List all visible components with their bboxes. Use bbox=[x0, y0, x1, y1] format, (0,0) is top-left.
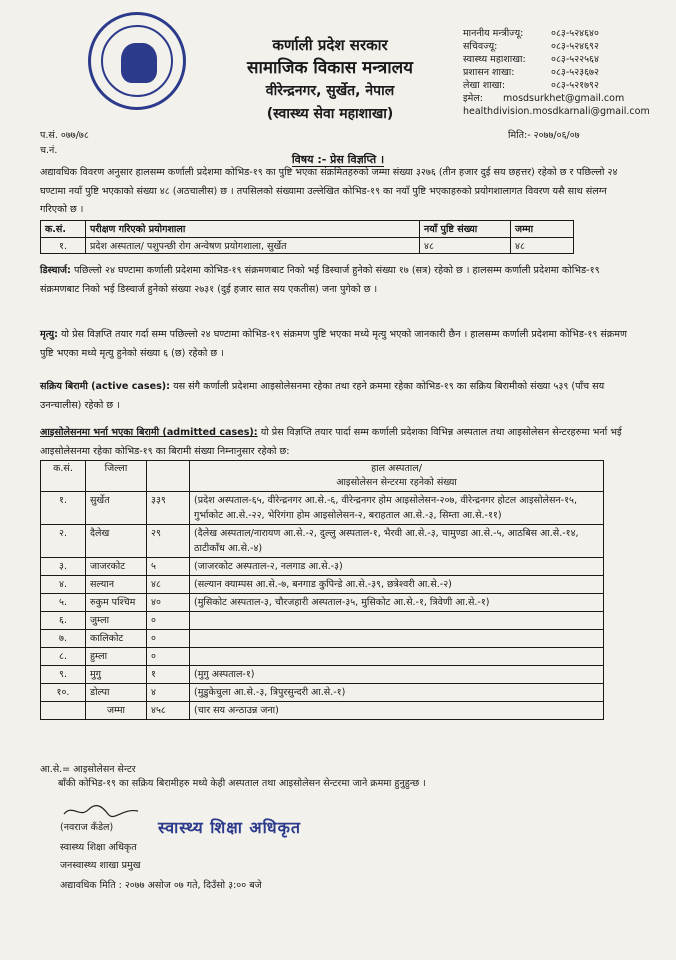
table-row: ९. मुगु १ (मुगु अस्पताल-१) bbox=[41, 666, 604, 684]
intro-paragraph: अद्यावधिक विवरण अनुसार हालसम्म कर्णाली प्रदेशमा कोभिड-१९ का पुष्टि भएका संक्रमितहरुको जम्मा संख्या ३२७६ (तीन हजार दुई सय छहत्तर) रहेको छ र पछिल्लो २४ घण्टामा नयाँ पुष्टि भएकाको संख्या ४८ (अठचालीस) छ । तपसिलको संख्यामा उल्लेखित कोभिड-१९ का नयाँ पुष्टि भएकाहरुको प्रयोगशालागत विवरण यसै साथ संलग्न गरिएको छ । bbox=[40, 167, 618, 215]
death-paragraph: मृत्यु: यो प्रेस विज्ञप्ति तयार गर्दा सम्म पछिल्लो २४ घण्टामा कोभिड-१९ संक्रमण पुष्टि भएका मध्ये मृत्यु भएको जानकारी छैन । हालसम्म कर्णाली प्रदेशमा कोभिड-१९ संक्रमण पुष्टि भएका मध्ये मृत्यु हुनेको संख्या ६ (छ) रहेको छ । bbox=[40, 329, 627, 359]
patra-sankhya: प.सं. ०७७/७८ bbox=[40, 130, 89, 141]
district-table bbox=[40, 460, 604, 720]
admitted-cases-paragraph: आइसोलेसनमा भर्ना भएका बिरामी (admitted cases): यो प्रेस विज्ञप्ति तयार पार्दा सम्म कर्णाली प्रदेशका विभिन्न अस्पताल तथा आइसोलेसन सेन्टरहरुमा भर्ना भई आइसोलेसनमा रहेका कोभिड-१९ का बिरामी संख्या निम्नानुसार रहेको छ: bbox=[40, 427, 622, 457]
table-row: ६. जुम्ला ० bbox=[41, 612, 604, 630]
table-header-row: क.सं. जिल्ला हाल अस्पताल/ आइसोलेसन सेन्टरमा रहनेको संख्या bbox=[41, 461, 604, 492]
table-row: १०. डोल्पा ४ (मुडुकेचुला आ.से.-३, त्रिपुरसुन्दरी आ.से.-१) bbox=[41, 684, 604, 702]
discharge-paragraph: डिस्चार्ज: पछिल्लो २४ घण्टामा कर्णाली प्रदेशमा कोभिड-१९ संक्रमणबाट निको भई डिस्चार्ज हुनेको संख्या १७ (सत्र) रहेको छ । हालसम्म कर्णाली प्रदेशमा कोभिड-१९ संक्रमणबाट निको भई डिस्चार्ज हुनेको संख्या २७३१ (दुई हजार सात सय एकतीस) जना पुगेको छ । bbox=[40, 265, 600, 295]
org-line-1: कर्णाली प्रदेश सरकार bbox=[272, 36, 388, 54]
subject-line: विषय :- प्रेस विज्ञप्ति । bbox=[291, 153, 385, 166]
contact-row: लेखा शाखा: ०८३-५२१७९२ bbox=[463, 80, 599, 91]
table-row: १. सुर्खेत ३३९ (प्रदेश अस्पताल-६५, वीरेन्द्रनगर आ.से.-६, वीरेन्द्रनगर होम आइसोलेसन-२०७, वीरेन्द्रनगर होटल आइसोलेसन-१५, गुर्भाकोट आ.से.-२२, भेरिगंगा होम आइसोलेसन-२, बराहताल आ.से.-३, सिम्ता आ.से.-११) bbox=[41, 492, 604, 525]
table-row: ४. सल्यान ४८ (सल्यान क्याम्पस आ.से.-७, बनगाड कुपिन्डे आ.से.-३९, छत्रेश्वरी आ.से.-२) bbox=[41, 576, 604, 594]
table-row: ७. कालिकोट ० bbox=[41, 630, 604, 648]
signatory-title: स्वास्थ्य शिक्षा अधिकृत bbox=[60, 842, 137, 853]
contact-row-email: इमेल: mosdsurkhet@gmail.com bbox=[463, 93, 625, 104]
letterhead bbox=[200, 34, 460, 126]
contact-row-email-2: healthdivision.mosdkarnali@gmail.com bbox=[463, 106, 650, 117]
contact-row: प्रशासन शाखा: ०८३-५२३६७२ bbox=[463, 67, 599, 78]
contact-row: स्वास्थ्य महाशाखा: ०८३-५२२५६४ bbox=[463, 54, 599, 65]
signatory-name: (नवराज कँडेल) bbox=[60, 822, 114, 833]
signatory-unit: जनस्वास्थ्य शाखा प्रमुख bbox=[60, 860, 141, 871]
table-row: २. दैलेख २९ (दैलेख अस्पताल/नारायण आ.से.-२, दुल्लु अस्पताल-१, भैरवी आ.से.-३, चामुण्डा आ.से.-५, आठबिस आ.से.-१४, ठाटीकाँध आ.से.-४) bbox=[41, 525, 604, 558]
handwritten-signature bbox=[62, 802, 142, 820]
updated-datetime: अद्यावधिक मिति : २०७७ असोज ०७ गते, दिउँसो ३:०० बजे bbox=[60, 880, 262, 891]
table-row: १. प्रदेश अस्पताल/ पशुपन्छी रोग अन्वेषण प्रयोगशाला, सुर्खेत ४८ ४८ bbox=[41, 238, 574, 254]
org-line-2: सामाजिक विकास मन्त्रालय bbox=[246, 58, 414, 78]
table-header-row: क.सं. परीक्षण गरिएको प्रयोगशाला नयाँ पुष्टि संख्या जम्मा bbox=[41, 221, 574, 238]
government-emblem-seal bbox=[88, 12, 186, 110]
remaining-cases-note: बाँकी कोभिड-१९ का सक्रिय बिरामीहरु मध्ये केही अस्पताल तथा आइसोलेसन सेन्टरमा जाने क्रममा हुनुहुन्छ । bbox=[58, 778, 426, 789]
letter-date: मिति:- २०७७/०६/०७ bbox=[508, 130, 580, 141]
table-row: ५. रुकुम पश्चिम ४० (मुसिकोट अस्पताल-३, चौरजहारी अस्पताल-३५, मुसिकोट आ.से.-१, त्रिवेणी आ.से.-१) bbox=[41, 594, 604, 612]
active-cases-paragraph: सक्रिय बिरामी (active cases): यस संगै कर्णाली प्रदेशमा आइसोलेसनमा रहेका तथा रहने क्रममा रहेका कोभिड-१९ का सक्रिय बिरामीको संख्या ५३९ (पाँच सय उनन्चालीस) रहेको छ । bbox=[40, 381, 605, 411]
contact-row: माननीय मन्त्रीज्यू: ०८३-५२४६४० bbox=[463, 28, 599, 39]
table-row: ८. हुम्ला ० bbox=[41, 648, 604, 666]
abbreviation-note: आ.से.= आइसोलेसन सेन्टर bbox=[40, 764, 136, 775]
chalani-number: च.नं. bbox=[40, 145, 58, 156]
table-row: ३. जाजरकोट ५ (जाजरकोट अस्पताल-२, नलगाड आ.से.-३) bbox=[41, 558, 604, 576]
designation-stamp: स्वास्थ्य शिक्षा अधिकृत bbox=[158, 818, 302, 837]
division-line: (स्वास्थ्य सेवा महाशाखा) bbox=[266, 106, 394, 122]
table-total-row: जम्मा ४५८ (चार सय अन्ठाउन्न जना) bbox=[41, 702, 604, 720]
contact-block bbox=[463, 27, 673, 118]
address-line: वीरेन्द्रनगर, सुर्खेत, नेपाल bbox=[265, 83, 395, 99]
contact-row: सचिवज्यू: ०८३-५२४६९२ bbox=[463, 41, 599, 52]
lab-table bbox=[40, 220, 574, 254]
